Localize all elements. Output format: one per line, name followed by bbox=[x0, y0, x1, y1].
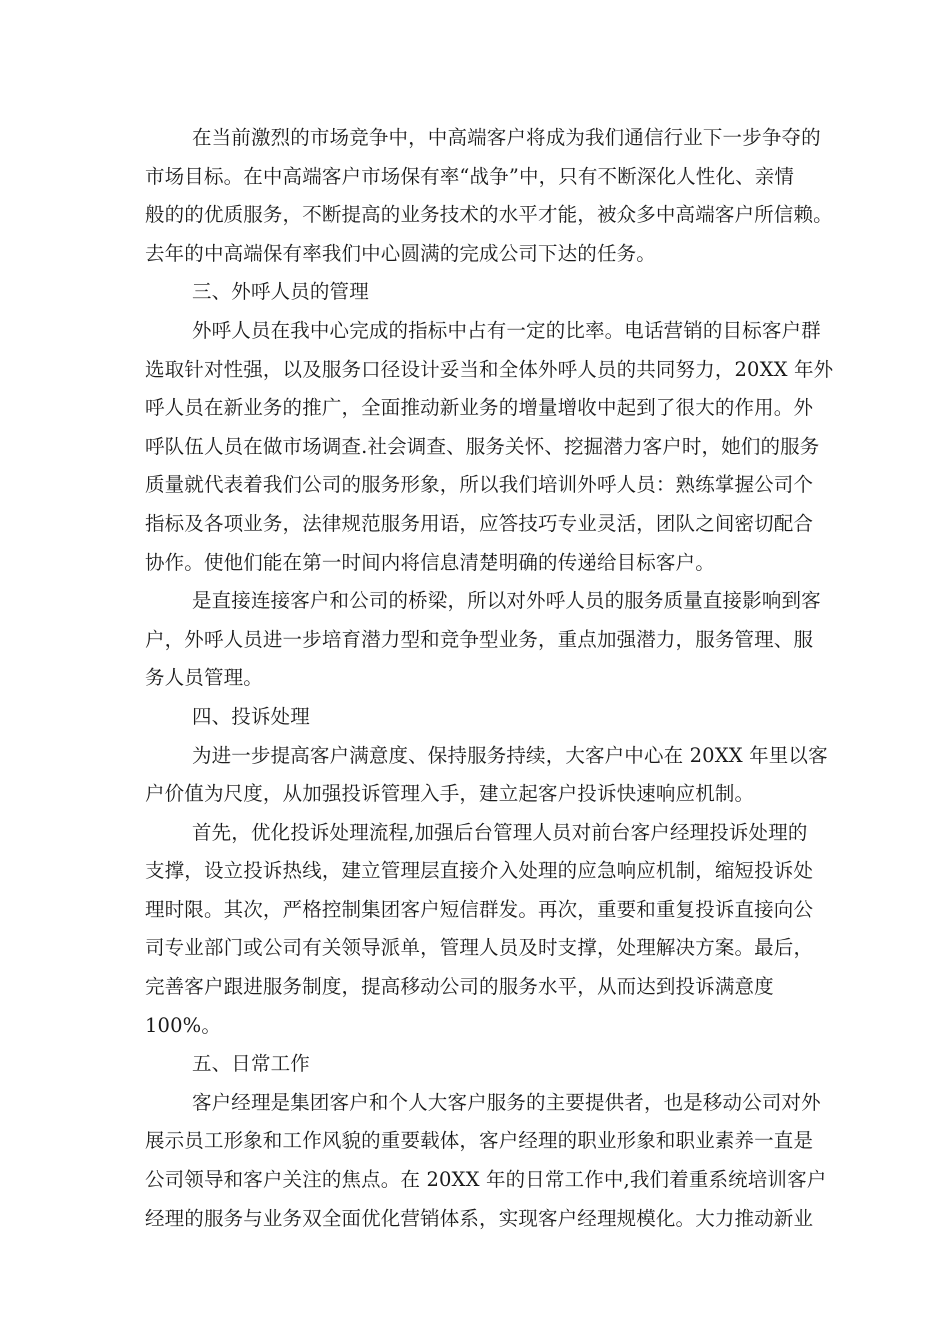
text-line: 三、外呼人员的管理 bbox=[192, 280, 369, 304]
text-line: 呼人员在新业务的推广，全面推动新业务的增量增收中起到了很大的作用。外 bbox=[145, 396, 814, 420]
text-line: 指标及各项业务，法律规范服务用语，应答技巧专业灵活，团队之间密切配合 bbox=[145, 511, 814, 535]
document-page bbox=[145, 119, 834, 1238]
text-line: 在当前激烈的市场竞争中，中高端客户将成为我们通信行业下一步争夺的 bbox=[192, 126, 821, 149]
text-line: 户价值为尺度，从加强投诉管理入手，建立起客户投诉快速响应机制。 bbox=[145, 782, 755, 806]
text-line: 经理的服务与业务双全面优化营销体系，实现客户经理规模化。大力推动新业 bbox=[145, 1206, 814, 1230]
text-line: 去年的中高端保有率我们中心圆满的完成公司下达的任务。 bbox=[145, 241, 656, 265]
text-line: 市场目标。在中高端客户市场保有率“战争”中，只有不断深化人性化、亲情 bbox=[145, 164, 795, 188]
text-line: 是直接连接客户和公司的桥梁，所以对外呼人员的服务质量直接影响到客 bbox=[192, 589, 821, 613]
text-line: 公司领导和客户关注的焦点。在 20XX 年的日常工作中,我们着重系统培训客户 bbox=[145, 1168, 827, 1192]
text-line: 支撑，设立投诉热线，建立管理层直接介入处理的应急响应机制，缩短投诉处 bbox=[145, 859, 814, 883]
text-line: 协作。使他们能在第一时间内将信息清楚明确的传递给目标客户。 bbox=[145, 550, 715, 574]
text-line: 选取针对性强，以及服务口径设计妥当和全体外呼人员的共同努力，20XX 年外 bbox=[145, 357, 834, 381]
text-line: 务人员管理。 bbox=[145, 666, 263, 690]
text-line: 100%。 bbox=[145, 1013, 221, 1037]
text-line: 外呼人员在我中心完成的指标中占有一定的比率。电话营销的目标客户群 bbox=[192, 318, 821, 342]
text-line: 四、投诉处理 bbox=[192, 704, 310, 728]
text-line: 户，外呼人员进一步培育潜力型和竞争型业务，重点加强潜力，服务管理、服 bbox=[145, 627, 814, 651]
text-line: 般的的优质服务，不断提高的业务技术的水平才能，被众多中高端客户所信赖。 bbox=[145, 203, 833, 227]
text-line: 客户经理是集团客户和个人大客户服务的主要提供者，也是移动公司对外 bbox=[192, 1090, 821, 1114]
text-line: 五、日常工作 bbox=[192, 1052, 310, 1076]
text-line: 为进一步提高客户满意度、保持服务持续，大客户中心在 20XX 年里以客 bbox=[192, 743, 828, 767]
text-line: 理时限。其次，严格控制集团客户短信群发。再次，重要和重复投诉直接向公 bbox=[145, 897, 814, 921]
text-line: 呼队伍人员在做市场调查.社会调查、服务关怀、挖掘潜力客户时，她们的服务 bbox=[145, 434, 820, 458]
text-line: 司专业部门或公司有关领导派单，管理人员及时支撑，处理解决方案。最后， bbox=[145, 936, 814, 960]
text-line: 完善客户跟进服务制度，提高移动公司的服务水平，从而达到投诉满意度 bbox=[145, 975, 774, 999]
text-line: 首先，优化投诉处理流程,加强后台管理人员对前台客户经理投诉处理的 bbox=[192, 820, 808, 844]
text-line: 质量就代表着我们公司的服务形象，所以我们培训外呼人员：熟练掌握公司个 bbox=[145, 473, 814, 497]
text-line: 展示员工形象和工作风貌的重要载体，客户经理的职业形象和职业素养一直是 bbox=[145, 1129, 814, 1153]
